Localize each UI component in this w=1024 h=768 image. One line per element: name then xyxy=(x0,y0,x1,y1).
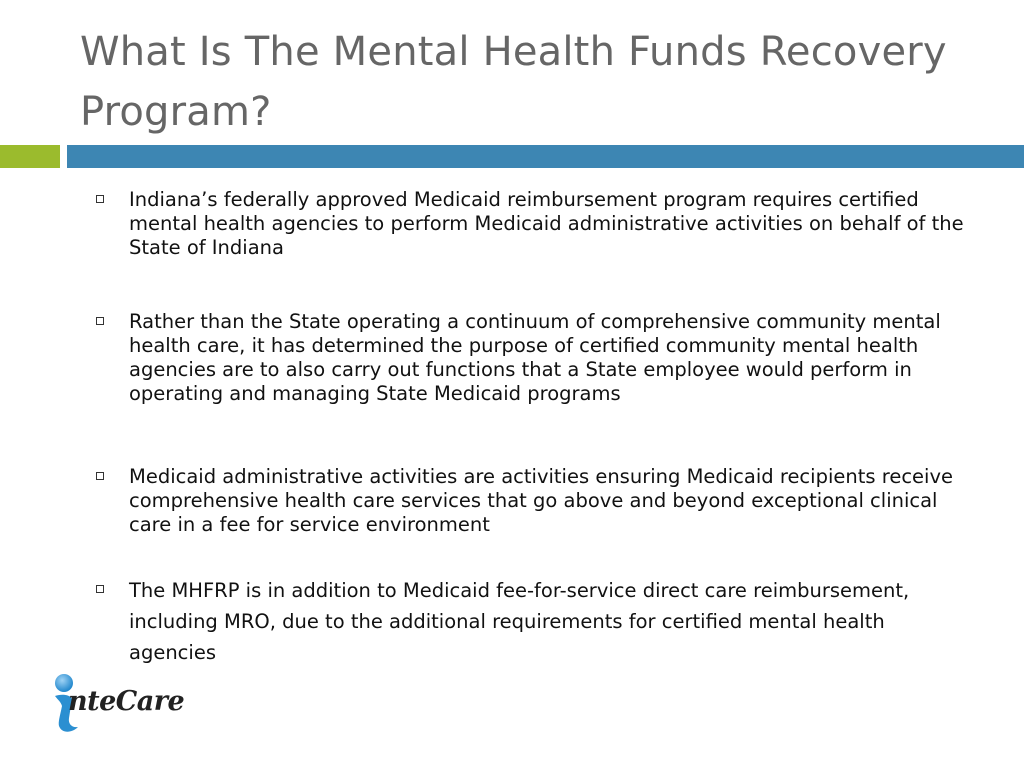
bullet-item xyxy=(96,188,966,260)
logo-text: nteCare xyxy=(68,686,185,717)
bullet-text: Medicaid administrative activities are activities ensuring Medicaid recipients receive comprehensive health care services that go above and beyond exceptional clinical care in a fee for service environment xyxy=(129,465,953,536)
accent-bar-green xyxy=(0,145,60,168)
square-bullet-icon xyxy=(96,195,104,203)
slide-title: What Is The Mental Health Funds Recovery Program? xyxy=(80,29,947,135)
bullet-item xyxy=(96,575,966,668)
bullet-text: The MHFRP is in addition to Medicaid fee-for-service direct care reimbursement, including MRO, due to the additional requirements for certified mental health agencies xyxy=(129,579,910,664)
bullet-item xyxy=(96,465,966,537)
square-bullet-icon xyxy=(96,585,104,593)
bullet-text: Rather than the State operating a continuum of comprehensive community mental health care, it has determined the purpose of certified community mental health agencies are to also carry out functions that a State employee would perform in operating and managing State Medicaid programs xyxy=(129,310,941,405)
square-bullet-icon xyxy=(96,317,104,325)
square-bullet-icon xyxy=(96,472,104,480)
bullet-item xyxy=(96,310,966,406)
intecare-logo xyxy=(50,672,210,736)
accent-bar-blue xyxy=(67,145,1024,168)
bullet-text: Indiana’s federally approved Medicaid reimbursement program requires certified mental health agencies to perform Medicaid administrative activities on behalf of the State of Indiana xyxy=(129,188,964,259)
